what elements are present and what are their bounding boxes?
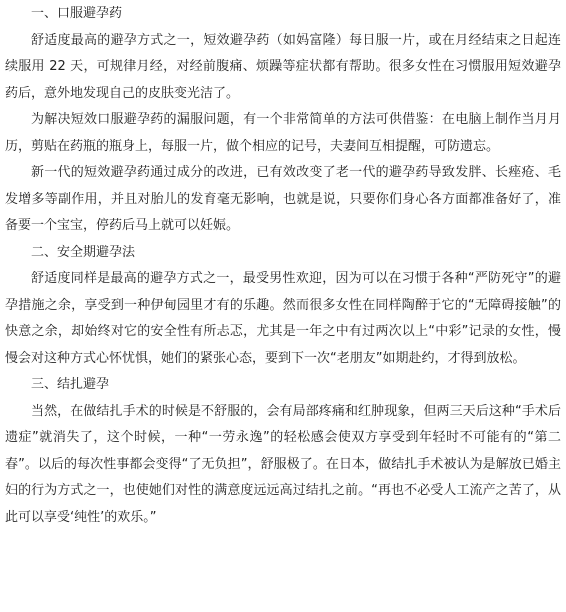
- paragraph: 为解决短效口服避孕药的漏服问题，有一个非常简单的方法可供借鉴：在电脑上制作当月月历，剪贴在药瓶的瓶身上，每服一片，做个相应的记号，夫妻间互相提醒，可防遗忘。: [5, 112, 561, 154]
- paragraph: 当然，在做结扎手术的时候是不舒服的，会有局部疼痛和红肿现象，但两三天后这种“手术后遗症”就消失了，这个时候，一种“一劳永逸”的轻松感会使双方享受到年轻时不可能有的“第二春”。以后的每次性事都会变得“了无负担”，舒服极了。在日本，做结扎手术被认为是解放已婚主妇的行为方式之一，也使她们对性的满意度远远高过结扎之前。“再也不必受人工流产之苦了，从此可以享受‘纯性’的欢乐。”: [5, 403, 561, 525]
- paragraph: 新一代的短效避孕药通过成分的改进，已有效改变了老一代的避孕药导致发胖、长痤疮、毛发增多等副作用，并且对胎儿的发育毫无影响，也就是说，只要你们身心各方面都准备好了，准备要一个宝宝，停药后马上就可以妊娠。: [5, 165, 561, 233]
- section-heading: 一、口服避孕药: [31, 6, 123, 21]
- section-oral-contraceptive: [5, 1, 561, 240]
- section-safe-period: [5, 240, 561, 373]
- paragraph: 舒适度最高的避孕方式之一，短效避孕药（如妈富隆）每日服一片，或在月经结束之日起连续服用 22 天，可规律月经，对经前腹痛、烦躁等症状都有帮助。很多女性在习惯服用短效避孕药后，意外地发现自己的皮肤变光洁了。: [5, 32, 561, 101]
- section-sterilization: [5, 372, 561, 531]
- section-heading: 二、安全期避孕法: [31, 244, 136, 260]
- paragraph: 舒适度同样是最高的避孕方式之一，最受男性欢迎，因为可以在习惯于各种“严防死守”的避孕措施之余，享受到一种伊甸园里才有的乐趣。然而很多女性在同样陶醉于它的“无障碍接触”的快意之余，却始终对它的安全性有所忐忑，尤其是一年之中有过两次以上“中彩”记录的女性，慢慢会对这种方式心怀忧惧，她们的紧张心态，要到下一次“老朋友”如期赴约，才得到放松。: [5, 271, 561, 366]
- section-heading: 三、结扎避孕: [31, 377, 110, 392]
